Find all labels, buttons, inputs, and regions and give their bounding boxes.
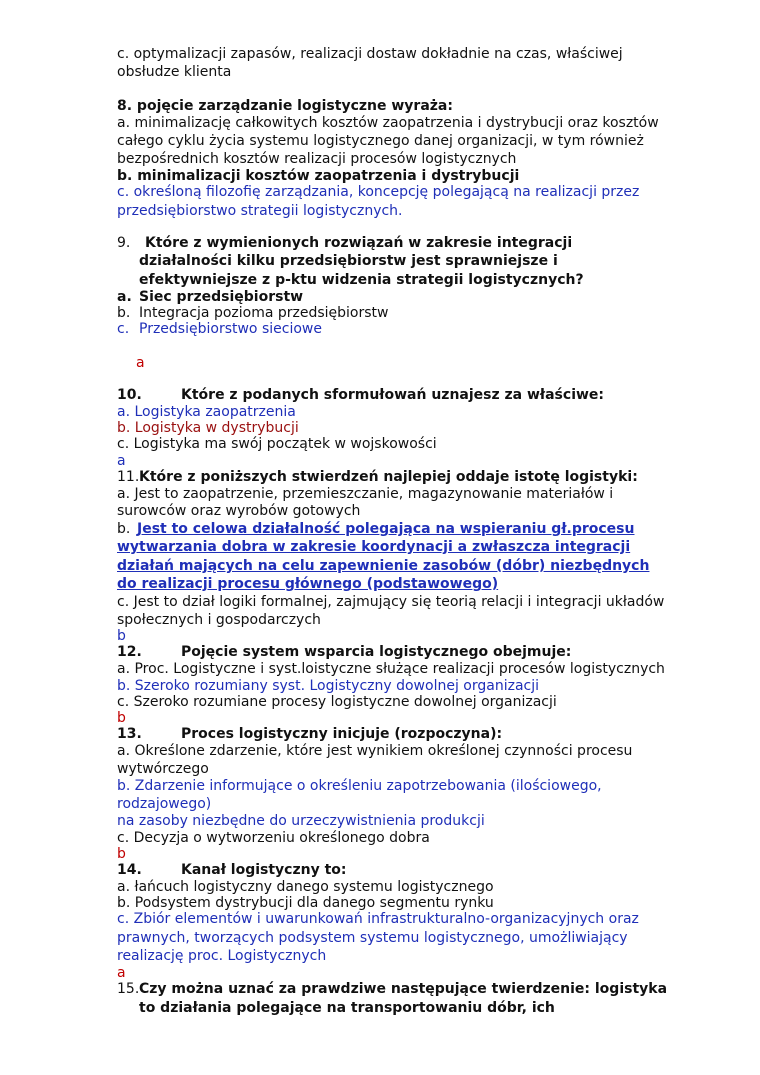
q9-answer-a-mark: a.	[117, 289, 132, 305]
q11-answer-b-line4: do realizacji procesu głównego (podstawowego)	[117, 576, 499, 592]
q11-number: 11.	[117, 469, 140, 485]
q10-answer-a: a. Logistyka zaopatrzenia	[117, 404, 296, 420]
q9-answer-b: Integracja pozioma przedsiębiorstw	[139, 305, 389, 321]
q12-answer-c: c. Szeroko rozumiane procesy logistyczne dowolnej organizacji	[117, 694, 557, 710]
q12-answer-b: b. Szeroko rozumiany syst. Logistyczny dowolnej organizacji	[117, 678, 539, 694]
q15-number: 15.	[117, 981, 140, 997]
q8-question: 8. pojęcie zarządzanie logistyczne wyraża:	[117, 98, 453, 114]
q14-correct-answer: a	[117, 965, 126, 981]
q10-question: Które z podanych sformułowań uznajesz za właściwe:	[181, 387, 605, 403]
q9-answer-a: Siec przedsiębiorstw	[139, 289, 304, 305]
q11-answer-b-line1: Jest to celowa działalność polegająca na wspieraniu gł.procesu	[137, 521, 635, 537]
q12-number: 12.	[117, 644, 142, 660]
q10-correct-answer: a	[117, 453, 126, 469]
q8-answer-c-line1: c. określoną filozofię zarządzania, koncepcję polegającą na realizacji przez	[117, 184, 640, 200]
prev-answer-c-line2: obsłudze klienta	[117, 64, 232, 80]
q11-answer-a-line1: a. Jest to zaopatrzenie, przemieszczanie, magazynowanie materiałów i	[117, 486, 614, 502]
q11-correct-answer: b	[117, 628, 126, 644]
q9-question-line1: Które z wymienionych rozwiązań w zakresie integracji	[145, 235, 573, 251]
q12-correct-answer: b	[117, 710, 126, 726]
prev-answer-c-line1: c. optymalizacji zapasów, realizacji dostaw dokładnie na czas, właściwej	[117, 46, 623, 62]
q14-question: Kanał logistyczny to:	[181, 862, 347, 878]
q11-answer-a-line2: surowców oraz wyrobów gotowych	[117, 503, 361, 519]
q10-number: 10.	[117, 387, 142, 403]
q12-question: Pojęcie system wsparcia logistycznego obejmuje:	[181, 644, 572, 660]
q9-question-line2: działalności kilku przedsiębiorstw jest sprawniejsze i	[139, 253, 558, 269]
q9-answer-c: Przedsiębiorstwo sieciowe	[139, 321, 322, 337]
q11-question: Które z poniższych stwierdzeń najlepiej oddaje istotę logistyki:	[139, 469, 638, 485]
q8-answer-a-line3: bezpośrednich kosztów realizacji procesów logistycznych	[117, 151, 517, 167]
q9-number: 9.	[117, 235, 131, 251]
q14-answer-c-line3: realizację proc. Logistycznych	[117, 948, 327, 964]
q9-correct-answer: a	[136, 355, 145, 371]
q11-answer-c-line1: c. Jest to dział logiki formalnej, zajmujący się teorią relacji i integracji układów	[117, 594, 665, 610]
q11-answer-b-line3: działań mających na celu zapewnienie zasobów (dóbr) niezbędnych	[117, 558, 650, 574]
q14-answer-c-line2: prawnych, tworzących podsystem systemu logistycznego, umożliwiający	[117, 930, 628, 946]
q8-answer-b: b. minimalizacji kosztów zaopatrzenia i dystrybucji	[117, 168, 520, 184]
q13-answer-b-line3: na zasoby niezbędne do urzeczywistnienia produkcji	[117, 813, 485, 829]
q9-question-line3: efektywniejsze z p-ktu widzenia strategii logistycznych?	[139, 272, 584, 288]
q13-answer-b-line2: rodzajowego)	[117, 796, 212, 812]
q8-answer-a-line1: a. minimalizację całkowitych kosztów zaopatrzenia i dystrybucji oraz kosztów	[117, 115, 659, 131]
q8-answer-c-line2: przedsiębiorstwo strategii logistycznych.	[117, 203, 403, 219]
q14-answer-c-line1: c. Zbiór elementów i uwarunkowań infrastrukturalno-organizacyjnych oraz	[117, 911, 639, 927]
q13-answer-c: c. Decyzja o wytworzeniu określonego dobra	[117, 830, 430, 846]
q14-answer-a: a. łańcuch logistyczny danego systemu logistycznego	[117, 879, 494, 895]
q8-answer-a-line2: całego cyklu życia systemu logistycznego danej organizacji, w tym również	[117, 133, 644, 149]
q15-question-line2: to działania polegające na transportowaniu dóbr, ich	[139, 1000, 555, 1016]
q14-answer-b: b. Podsystem dystrybucji dla danego segmentu rynku	[117, 895, 494, 911]
q13-question: Proces logistyczny inicjuje (rozpoczyna):	[181, 726, 503, 742]
q15-question-line1: Czy można uznać za prawdziwe następujące twierdzenie: logistyka	[139, 981, 668, 997]
q9-answer-c-mark: c.	[117, 321, 130, 337]
q11-answer-c-line2: społecznych i gospodarczych	[117, 612, 321, 628]
q14-number: 14.	[117, 862, 142, 878]
q13-answer-a-line2: wytwórczego	[117, 761, 209, 777]
q10-answer-c: c. Logistyka ma swój początek w wojskowości	[117, 436, 437, 452]
q11-answer-b-line2: wytwarzania dobra w zakresie koordynacji a zwłaszcza integracji	[117, 539, 631, 555]
q13-correct-answer: b	[117, 846, 126, 862]
q13-answer-b-line1: b. Zdarzenie informujące o określeniu zapotrzebowania (ilościowego,	[117, 778, 602, 794]
q11-answer-b-mark: b.	[117, 521, 131, 537]
q9-answer-b-mark: b.	[117, 305, 131, 321]
q12-answer-a: a. Proc. Logistyczne i syst.loistyczne służące realizacji procesów logistycznych	[117, 661, 665, 677]
q13-number: 13.	[117, 726, 142, 742]
q13-answer-a-line1: a. Określone zdarzenie, które jest wynikiem określonej czynności procesu	[117, 743, 633, 759]
q10-answer-b: b. Logistyka w dystrybucji	[117, 420, 299, 436]
